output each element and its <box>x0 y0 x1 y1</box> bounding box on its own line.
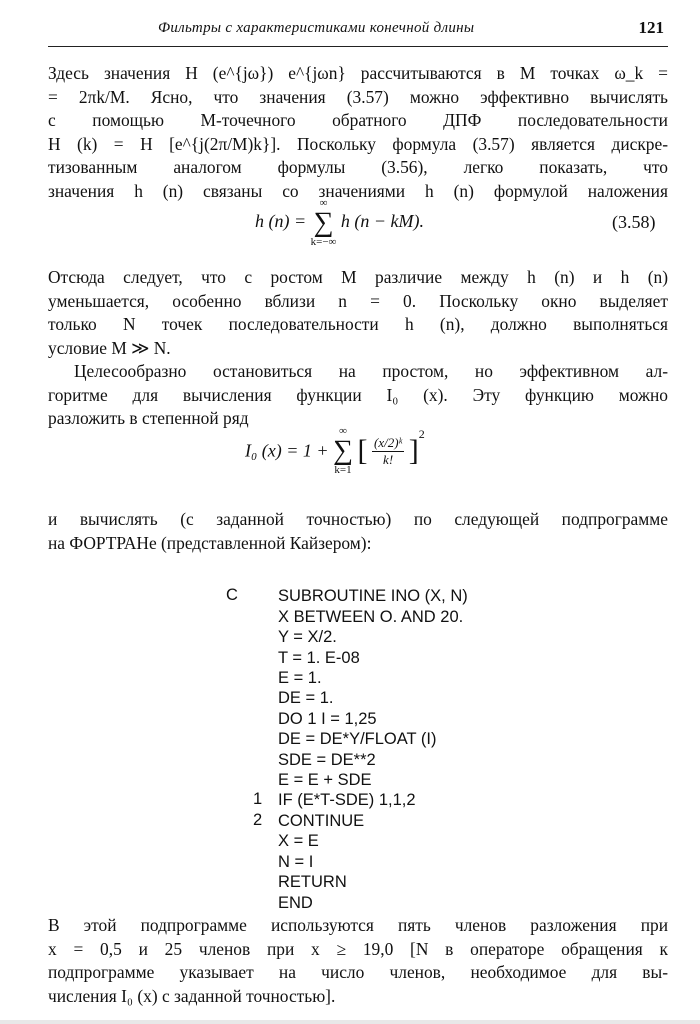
code-line: E = E + SDE <box>278 771 372 790</box>
code-statement-label: 1 <box>253 790 263 808</box>
text-line: уменьшается, особенно вблизи n = 0. Поскольку окно выделяет <box>48 290 668 311</box>
text-line: горитме для вычисления функции I₀ (x). Эту функцию можно <box>48 384 668 405</box>
fortran-listing <box>278 566 468 933</box>
sum-upper-limit: ∞ <box>319 197 328 209</box>
paragraph-4 <box>48 508 668 555</box>
code-line: Y = X/2. <box>278 628 337 647</box>
text-line: H (k) = H [e^{j(2π/M)k}]. Поскольку формула (3.57) является дискре- <box>48 133 668 154</box>
page-number: 121 <box>638 18 664 37</box>
exponent: 2 <box>418 427 425 442</box>
fraction-numerator: (x/2)ᵏ <box>374 434 403 450</box>
summation-symbol: ∞ ∑ k=−∞ <box>310 197 337 248</box>
code-line: X BETWEEN O. AND 20. <box>278 607 464 626</box>
text-line: разложить в степенной ряд <box>48 408 249 428</box>
paragraph-3 <box>48 360 668 431</box>
text-line: значения h (n) связаны со значениями h (n) формулой наложения <box>48 180 668 201</box>
sum-upper-limit: ∞ <box>339 425 347 437</box>
code-line: CONTINUE <box>278 811 365 830</box>
running-header <box>48 18 668 47</box>
text-line: В этой подпрограмме используются пять членов разложения при <box>48 915 668 935</box>
equation-3-58 <box>255 198 424 248</box>
bessel-series-equation: I₀ (x) = 1 + ∞ ∑ k=1 [ $\frac{\text{(x/2)ᵏ}}{k!}$ ]$^2$ <box>245 425 425 476</box>
paragraph-2 <box>48 266 668 360</box>
code-line: DE = DE*Y/FLOAT (I) <box>278 730 437 749</box>
text-line: Отсюда следует, что с ростом M различие между h (n) и h (n) <box>48 267 668 287</box>
text-line: условие M ≫ N. <box>48 337 171 358</box>
text-line: подпрограмме указывает на число членов, необходимое для вы- <box>48 962 668 982</box>
sum-lower-limit: k=−∞ <box>310 236 337 248</box>
paragraph-5 <box>48 914 668 1008</box>
code-line: SUBROUTINE INO (X, N) <box>278 587 468 606</box>
text-line: с помощью M-точечного обратного ДПФ последовательности <box>48 110 668 130</box>
equation-number: (3.58) <box>612 212 656 232</box>
text-line: x = 0,5 и 25 членов при x ≥ 19,0 [N в операторе обращения к <box>48 938 668 959</box>
code-line: RETURN <box>278 873 347 892</box>
code-line: DE = 1. <box>278 689 334 708</box>
running-title: Фильтры с характеристиками конечной длины <box>158 20 475 36</box>
code-line: DO 1 I = 1,25 <box>278 709 377 728</box>
eq-lhs: h (n) = <box>255 211 307 232</box>
code-line: T = 1. E-08 <box>278 648 360 667</box>
text-line: числения I₀ (x) с заданной точностью]. <box>48 985 336 1006</box>
paragraph-1 <box>48 62 668 203</box>
page-edge <box>0 1020 700 1024</box>
code-line: SDE = DE**2 <box>278 750 376 769</box>
code-line: END <box>278 893 313 912</box>
fraction <box>372 435 404 468</box>
text-line: = 2πk/M. Ясно, что значения (3.57) можно эффективно вычислять <box>48 86 668 107</box>
text-line: Целесообразно остановиться на простом, но эффективном ал- <box>74 361 668 381</box>
eq-lhs: I₀ (x) = 1 + <box>245 440 329 461</box>
code-comment-label: C <box>226 586 238 604</box>
sum-lower-limit: k=1 <box>334 464 352 476</box>
code-statement-label: 2 <box>253 811 263 829</box>
eq-rhs: h (n − kM). <box>340 211 425 232</box>
code-line: E = 1. <box>278 669 322 688</box>
text-line: Здесь значения H (e^{jω}) e^{jωn} рассчитываются в M точках ω_k = <box>48 63 668 83</box>
code-line: IF (E*T-SDE) 1,1,2 <box>278 791 416 810</box>
code-line: N = I <box>278 852 314 871</box>
text-line: на ФОРТРАНе (представленной Кайзером): <box>48 532 372 553</box>
text-line: и вычислять (с заданной точностью) по следующей подпрограмме <box>48 509 668 529</box>
text-line: только N точек последовательности h (n), должно выполняться <box>48 314 668 334</box>
text-line: тизованным аналогом формулы (3.56), легко показать, что <box>48 157 668 177</box>
summation-symbol: ∞ ∑ k=1 <box>333 425 353 476</box>
fraction-denominator: k! <box>383 451 394 467</box>
code-line: X = E <box>278 832 319 851</box>
